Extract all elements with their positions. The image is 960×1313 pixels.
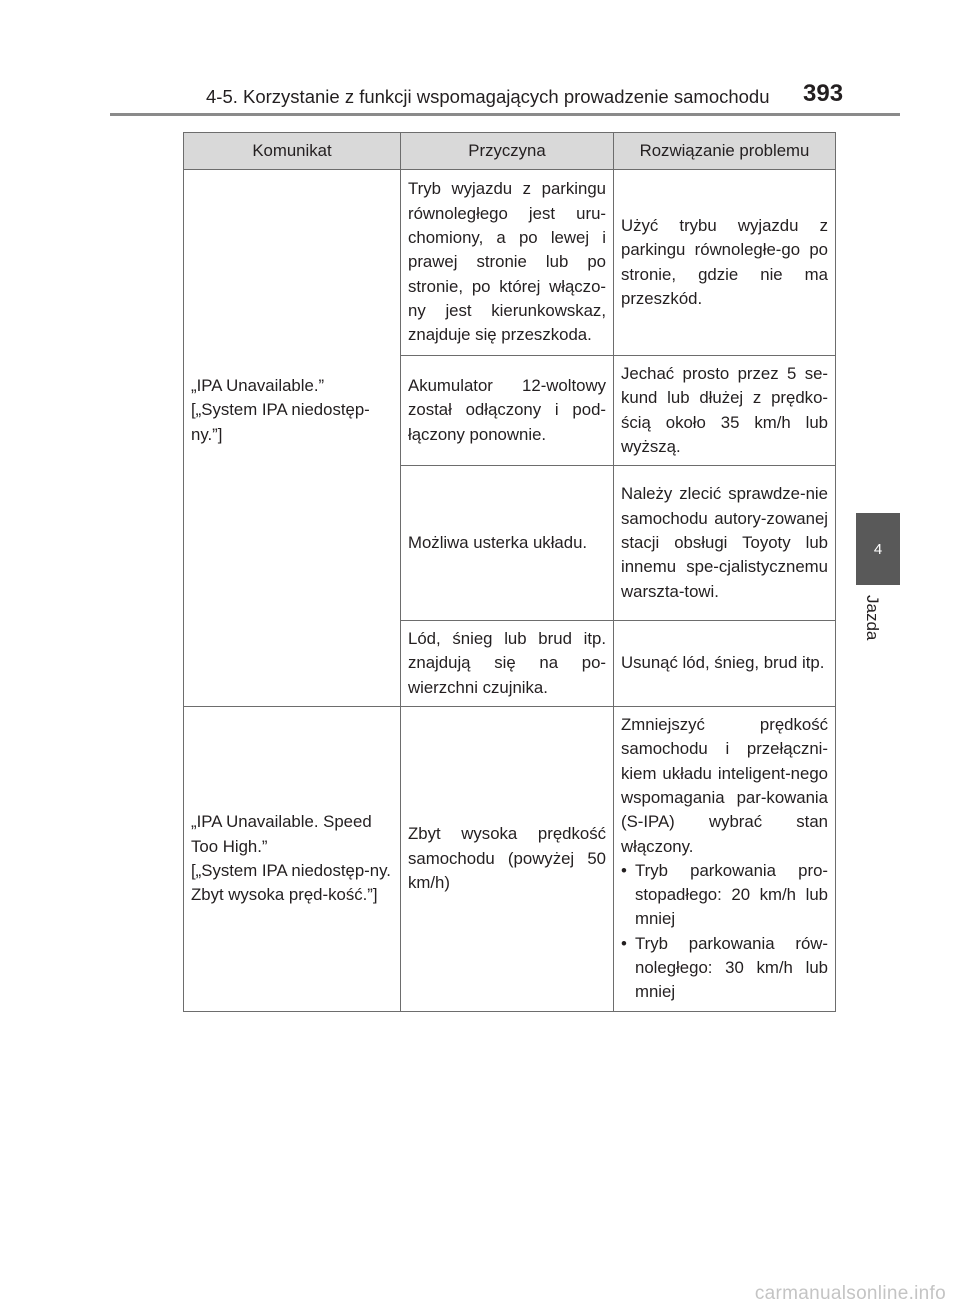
cause-cell: Zbyt wysoka prędkość samochodu (powyżej 50 km/h) (401, 707, 614, 1012)
list-item: • Tryb parkowania pro-stopadłego: 20 km/h lub mniej (621, 859, 828, 932)
message-cell (184, 707, 401, 1012)
solution-bullet-list (621, 859, 828, 1005)
solution-cell: Jechać prosto przez 5 se-kund lub dłużej z prędko-ścią około 35 km/h lub wyższą. (614, 356, 836, 466)
list-item: • Tryb parkowania rów-noległego: 30 km/h lub mniej (621, 932, 828, 1005)
column-header-cause: Przyczyna (401, 133, 614, 170)
table-row (184, 170, 836, 356)
cause-cell: Lód, śnieg lub brud itp. znajdują się na po-wierzchni czujnika. (401, 621, 614, 707)
message-table (183, 132, 836, 1012)
site-watermark: carmanualsonline.info (754, 1283, 946, 1304)
solution-cell: Usunąć lód, śnieg, brud itp. (614, 621, 836, 707)
message-text: „IPA Unavailable. Speed Too High.” [„System IPA niedostęp-ny. Zbyt wysoka pręd-kość.”] (191, 812, 391, 905)
solution-text: Zmniejszyć prędkość samochodu i przełączni-kiem układu inteligent-nego wspomagania par-kowania (S-IPA) wybrać stan włączony. (621, 715, 828, 856)
column-header-solution: Rozwiązanie problemu (614, 133, 836, 170)
solution-cell: Należy zlecić sprawdze-nie samochodu autory-zowanej stacji obsługi Toyoty lub innemu spe-cjalistycznemu warszta-towi. (614, 466, 836, 621)
table-row (184, 356, 836, 466)
chapter-label: Jazda (863, 595, 882, 641)
cause-cell: Tryb wyjazdu z parkingu równoległego jest uru-chomiony, a po lewej i prawej stronie lub po stronie, po której włączo-ny jest kierunkowskaz, znajduje się przeszkoda. (401, 170, 614, 356)
solution-cell (614, 707, 836, 1012)
message-cell (184, 356, 401, 466)
chapter-number: 4 (873, 540, 883, 558)
table-row (184, 621, 836, 707)
message-cell-spacer (184, 466, 401, 621)
column-header-message: Komunikat (184, 133, 401, 170)
table-header-row (184, 133, 836, 170)
message-cell-bottom (184, 621, 401, 707)
table-row (184, 707, 836, 1012)
section-title: 4-5. Korzystanie z funkcji wspomagających prowadzenie samochodu (206, 86, 770, 107)
chapter-tab[interactable] (856, 513, 900, 585)
cause-cell: Możliwa usterka układu. (401, 466, 614, 621)
table-row (184, 466, 836, 621)
message-text: „IPA Unavailable.” [„System IPA niedostęp-ny.”] (191, 376, 370, 444)
solution-cell: Użyć trybu wyjazdu z parkingu równoległe-go po stronie, gdzie nie ma przeszkód. (614, 170, 836, 356)
message-cell-top (184, 170, 401, 356)
header-divider (110, 113, 900, 116)
page-number: 393 (803, 80, 844, 107)
cause-cell: Akumulator 12-woltowy został odłączony i pod-łączony ponownie. (401, 356, 614, 466)
